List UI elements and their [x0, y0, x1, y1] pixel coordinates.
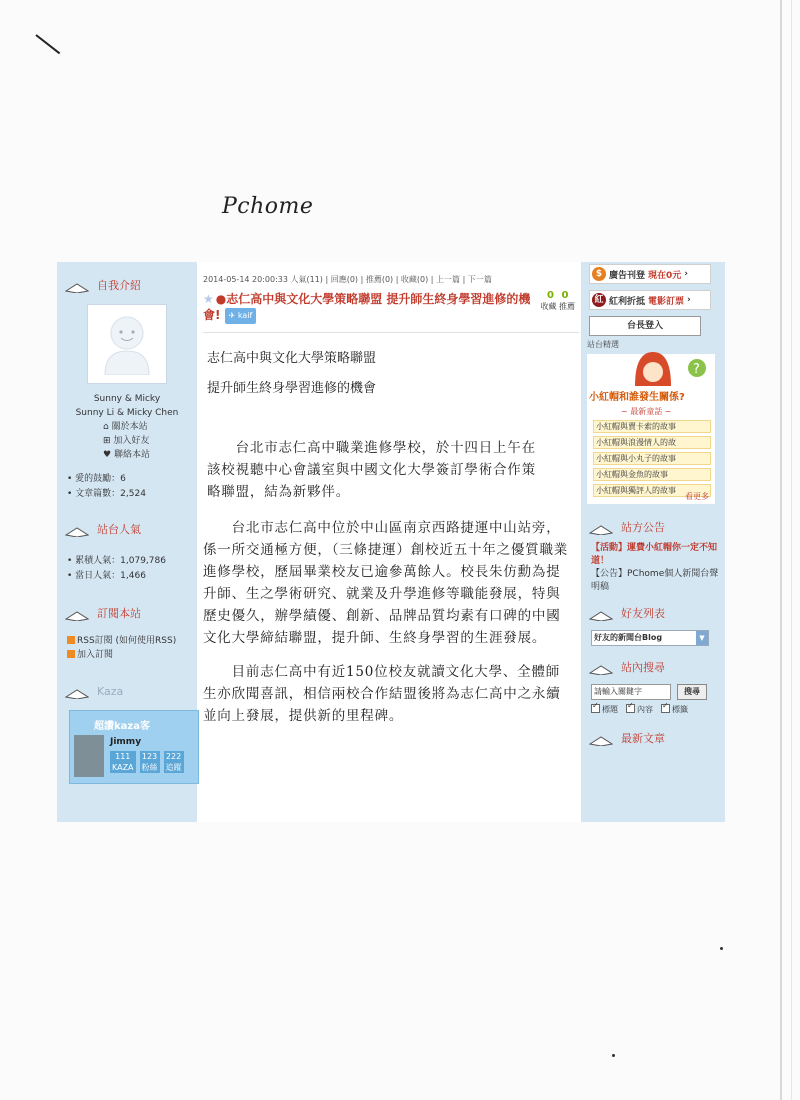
kaza-user-name: Jimmy	[110, 737, 142, 747]
story-item[interactable]: 小紅帽與浪漫情人的故	[593, 436, 711, 449]
plurk-share-button[interactable]: ✈ kaif	[225, 308, 257, 324]
svg-text:?: ?	[693, 362, 700, 377]
kaza-banner: 超讚kaza客	[94, 721, 150, 732]
collect-count: 0	[546, 290, 554, 301]
red-hood-subtitle: ~ 最新童話 ~	[621, 407, 672, 416]
user-fullname: Sunny Li & Micky Chen	[75, 408, 179, 418]
add-subscribe-link[interactable]: 加入訂閱	[57, 648, 197, 662]
bonus-icon: 紅	[592, 293, 606, 307]
chevron-right-icon: ›	[687, 295, 691, 305]
search-heading: 站內搜尋	[581, 654, 725, 682]
about-heading	[57, 272, 197, 300]
book-icon	[589, 663, 613, 675]
stat-total-views: • 累積人氣：1,079,786	[67, 556, 166, 566]
search-row	[591, 684, 725, 700]
kaza-widget[interactable]	[69, 710, 199, 784]
search-options	[591, 704, 725, 715]
popularity-heading: 站台人氣	[57, 516, 197, 544]
post-paragraph: 台北市志仁高中職業進修學校，於十四日上午在該校視聽中心會議室與中國文化大學簽訂學術合作策略聯盟，結為新夥伴。	[207, 440, 536, 500]
red-riding-hood-widget[interactable]	[587, 354, 715, 504]
login-button[interactable]: 台長登入	[589, 316, 701, 336]
right-sidebar	[581, 262, 725, 822]
announce-heading: 站方公告	[581, 514, 725, 542]
post-subtitle-1: 志仁高中與文化大學策略聯盟	[207, 351, 377, 366]
bird-icon: ✈	[228, 311, 238, 320]
search-option-content[interactable]: ✓ 內容	[626, 704, 653, 715]
red-hood-title: 小紅帽和誰發生關係?	[589, 392, 685, 403]
stat-posts: • 文章篇數：2,524	[67, 489, 146, 499]
latest-heading: 最新文章	[581, 725, 725, 753]
story-list	[593, 420, 711, 500]
scan-edge	[780, 0, 782, 1100]
plus-icon: ⊞	[103, 436, 114, 446]
ad-banner-2[interactable]: 紅 紅利折抵 電影訂票 ›	[589, 290, 711, 310]
checkbox-icon	[626, 704, 635, 713]
speck	[612, 1054, 615, 1057]
user-name: Sunny & Micky	[93, 394, 161, 404]
about-title: 自我介紹	[97, 279, 141, 292]
announce-item[interactable]: 【公告】PChome個人新聞台聲明稿	[591, 569, 719, 592]
post-paragraph: 台北市志仁高中位於中山區南京西路捷運中山站旁，係一所交通極方便，（三條捷運）創校近五十年之優質職業進修學校，歷屆畢業校友已逾參萬餘人。校長朱仿勳為提升師、生之學術研究、就業及升學進修等職能發展，特與歷史優久，辦學績優、創新、品牌品質均素有口碑的中國文化大學締結聯盟，提升師、生終身學習的生涯發展。	[203, 520, 569, 646]
book-icon	[65, 281, 89, 293]
story-item[interactable]: 小紅帽與獨評人的故事	[593, 484, 711, 497]
chevron-right-icon: ›	[684, 269, 688, 279]
book-icon	[589, 734, 613, 746]
featured-link[interactable]: 站台精選	[587, 340, 619, 349]
rss-icon	[67, 650, 75, 658]
friends-heading: 好友列表	[581, 600, 725, 628]
blog-page	[57, 262, 725, 822]
friends-select[interactable]: 好友的新聞台Blog ▼	[591, 630, 709, 646]
scan-edge-inner	[791, 0, 792, 1100]
checkbox-icon	[591, 704, 600, 713]
ad-banner-1[interactable]: $ 廣告刊登 現在0元 ›	[589, 264, 711, 284]
more-link[interactable]: 看更多	[685, 492, 709, 501]
link-add-friend[interactable]: ⊞ 加入好友	[103, 436, 150, 446]
collect-label[interactable]: 收藏	[540, 302, 557, 311]
kaza-heading: Kaza	[57, 678, 197, 706]
avatar[interactable]	[87, 304, 167, 384]
post-counts	[540, 290, 575, 312]
home-icon: ⌂	[103, 422, 112, 432]
dollar-icon: $	[592, 267, 606, 281]
post-subtitle-2: 提升師生終身學習進修的機會	[207, 381, 377, 396]
search-option-tag[interactable]: ✓ 標籤	[661, 704, 688, 715]
stat-today-views: • 當日人氣：1,466	[67, 571, 146, 581]
book-icon	[589, 523, 613, 535]
post-body	[203, 351, 579, 727]
story-item[interactable]: 小紅帽與金魚的故事	[593, 468, 711, 481]
search-input[interactable]: 請輸入關鍵字	[591, 684, 671, 700]
divider	[203, 332, 579, 333]
book-icon	[65, 687, 89, 699]
subscribe-heading: 訂閱本站	[57, 600, 197, 628]
search-button[interactable]: 搜尋	[677, 684, 707, 700]
story-item[interactable]: 小紅帽與賣卡索的故事	[593, 420, 711, 433]
recommend-label[interactable]: 推薦	[559, 302, 575, 311]
kaza-stats: 111 KAZA 123 粉絲 222 追蹤	[112, 752, 182, 772]
book-icon	[65, 609, 89, 621]
post-paragraph: 目前志仁高中有近150位校友就讀文化大學、全體師生亦欣聞喜訊，相信兩校合作結盟後將為志仁高中之永續並向上發展，提供新的里程碑。	[203, 664, 561, 724]
post-meta: 2014-05-14 20:00:33 人氣(11) | 回應(0) | 推薦(0) | 收藏(0) | 上一篇 | 下一篇	[203, 275, 492, 284]
story-item[interactable]: 小紅帽與小丸子的故事	[593, 452, 711, 465]
checkbox-icon	[661, 704, 670, 713]
book-icon	[589, 609, 613, 621]
announce-item[interactable]: 【活動】運費小紅帽你一定不知道！	[591, 543, 718, 566]
heart-icon: ♥	[103, 450, 114, 460]
speck	[720, 947, 723, 950]
question-icon	[687, 358, 707, 382]
main-content	[203, 262, 579, 822]
chevron-down-icon: ▼	[696, 631, 708, 645]
star-icon: ★	[203, 292, 214, 306]
recommend-count: 0	[561, 290, 569, 301]
book-icon	[65, 525, 89, 537]
link-contact[interactable]: ♥ 聯絡本站	[103, 450, 150, 460]
stat-likes: • 愛的鼓勵：6	[67, 474, 126, 484]
handwritten-note: Pchome	[222, 194, 314, 219]
left-sidebar	[57, 262, 197, 822]
pen-mark	[35, 34, 60, 54]
post-title[interactable]: ★ ●志仁高中與文化大學策略聯盟 提升師生終身學習進修的機會! ✈ kaif	[203, 292, 531, 322]
search-option-title[interactable]: ✓標題	[591, 704, 618, 715]
link-about[interactable]: ⌂ 關於本站	[103, 422, 148, 432]
rss-icon	[67, 636, 75, 644]
red-hood-icon	[631, 348, 677, 388]
rss-subscribe-link[interactable]: RSS訂閱 (如何使用RSS)	[57, 634, 197, 648]
kaza-avatar	[74, 735, 104, 777]
avatar-icon	[97, 313, 157, 375]
